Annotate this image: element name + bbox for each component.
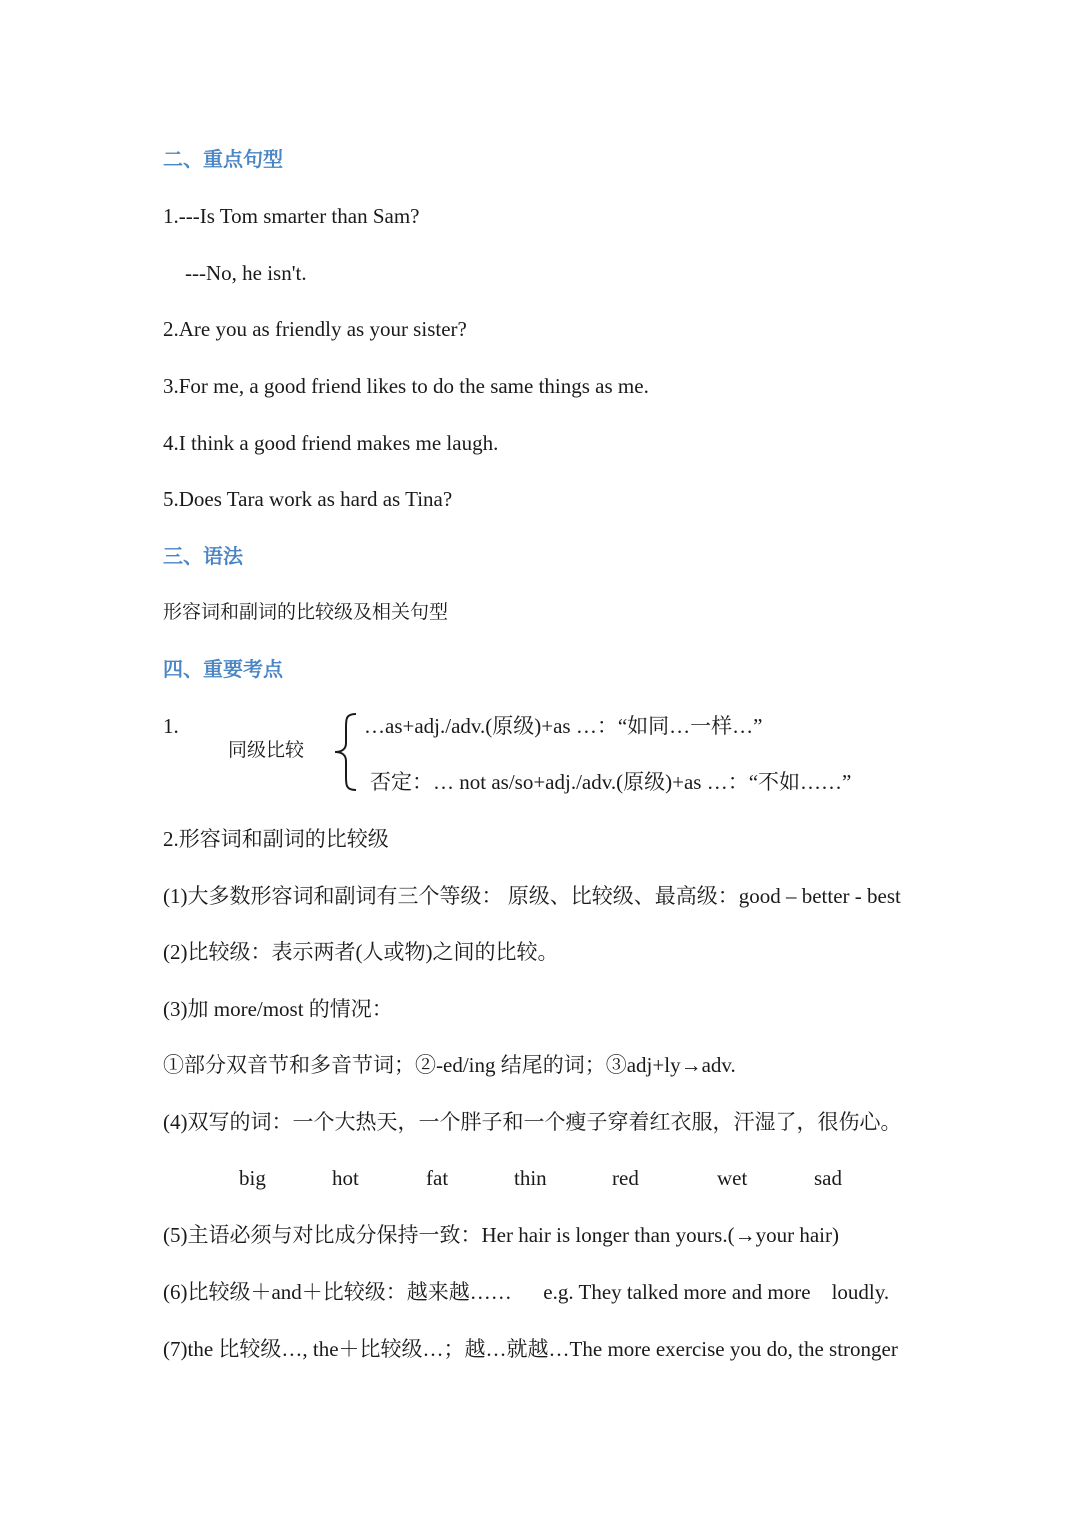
sentence-2: 2.Are you as friendly as your sister? <box>163 317 467 341</box>
double-word: hot <box>332 1166 359 1190</box>
point-1-line-a: …as+adj./adv.(原级)+as …：“如同…一样…” <box>364 714 763 738</box>
grammar-text: 形容词和副词的比较级及相关句型 <box>163 601 449 623</box>
item-3-detail: ①部分双音节和多音节词；②-ed/ing 结尾的词；③adj+ly→adv. <box>163 1053 736 1077</box>
curly-brace <box>330 711 364 793</box>
point-1-line-b: 否定：… not as/so+adj./adv.(原级)+as …：“不如……” <box>370 770 852 794</box>
double-words-row <box>0 1164 1080 1194</box>
heading-key-points: 四、重要考点 <box>163 657 283 681</box>
double-word: fat <box>426 1166 449 1190</box>
sentence-4: 4.I think a good friend makes me laugh. <box>163 431 499 455</box>
double-word: big <box>239 1166 266 1190</box>
double-word: sad <box>814 1166 842 1190</box>
item-7: (7)the 比较级…, the＋比较级…；越…就越…The more exercise you do, the stronger <box>163 1337 898 1361</box>
item-6: (6)比较级＋and＋比较级：越来越…… e.g. They talked more and more loudly. <box>163 1280 890 1304</box>
item-5: (5)主语必须与对比成分保持一致：Her hair is longer than yours.(→your hair) <box>163 1223 839 1247</box>
heading-key-sentences: 二、重点句型 <box>163 147 283 171</box>
point-2-title: 2.形容词和副词的比较级 <box>163 827 389 851</box>
sentence-5: 5.Does Tara work as hard as Tina? <box>163 487 453 511</box>
sentence-1: 1.---Is Tom smarter than Sam? <box>163 204 420 228</box>
double-word: red <box>612 1166 639 1190</box>
point-1-number: 1. <box>163 714 179 738</box>
item-4: (4)双写的词：一个大热天，一个胖子和一个瘦子穿着红衣服，汗湿了，很伤心。 <box>163 1110 902 1134</box>
double-word: wet <box>717 1166 748 1190</box>
heading-grammar: 三、语法 <box>163 544 243 568</box>
item-1: (1)大多数形容词和副词有三个等级： 原级、比较级、最高级：good – better - best <box>163 884 901 908</box>
sentence-3: 3.For me, a good friend likes to do the same things as me. <box>163 374 649 398</box>
item-3: (3)加 more/most 的情况： <box>163 997 393 1021</box>
double-word: thin <box>514 1166 547 1190</box>
item-2: (2)比较级：表示两者(人或物)之间的比较。 <box>163 940 559 964</box>
sentence-1-answer: ---No, he isn't. <box>185 261 307 285</box>
point-1-label: 同级比较 <box>228 739 305 761</box>
